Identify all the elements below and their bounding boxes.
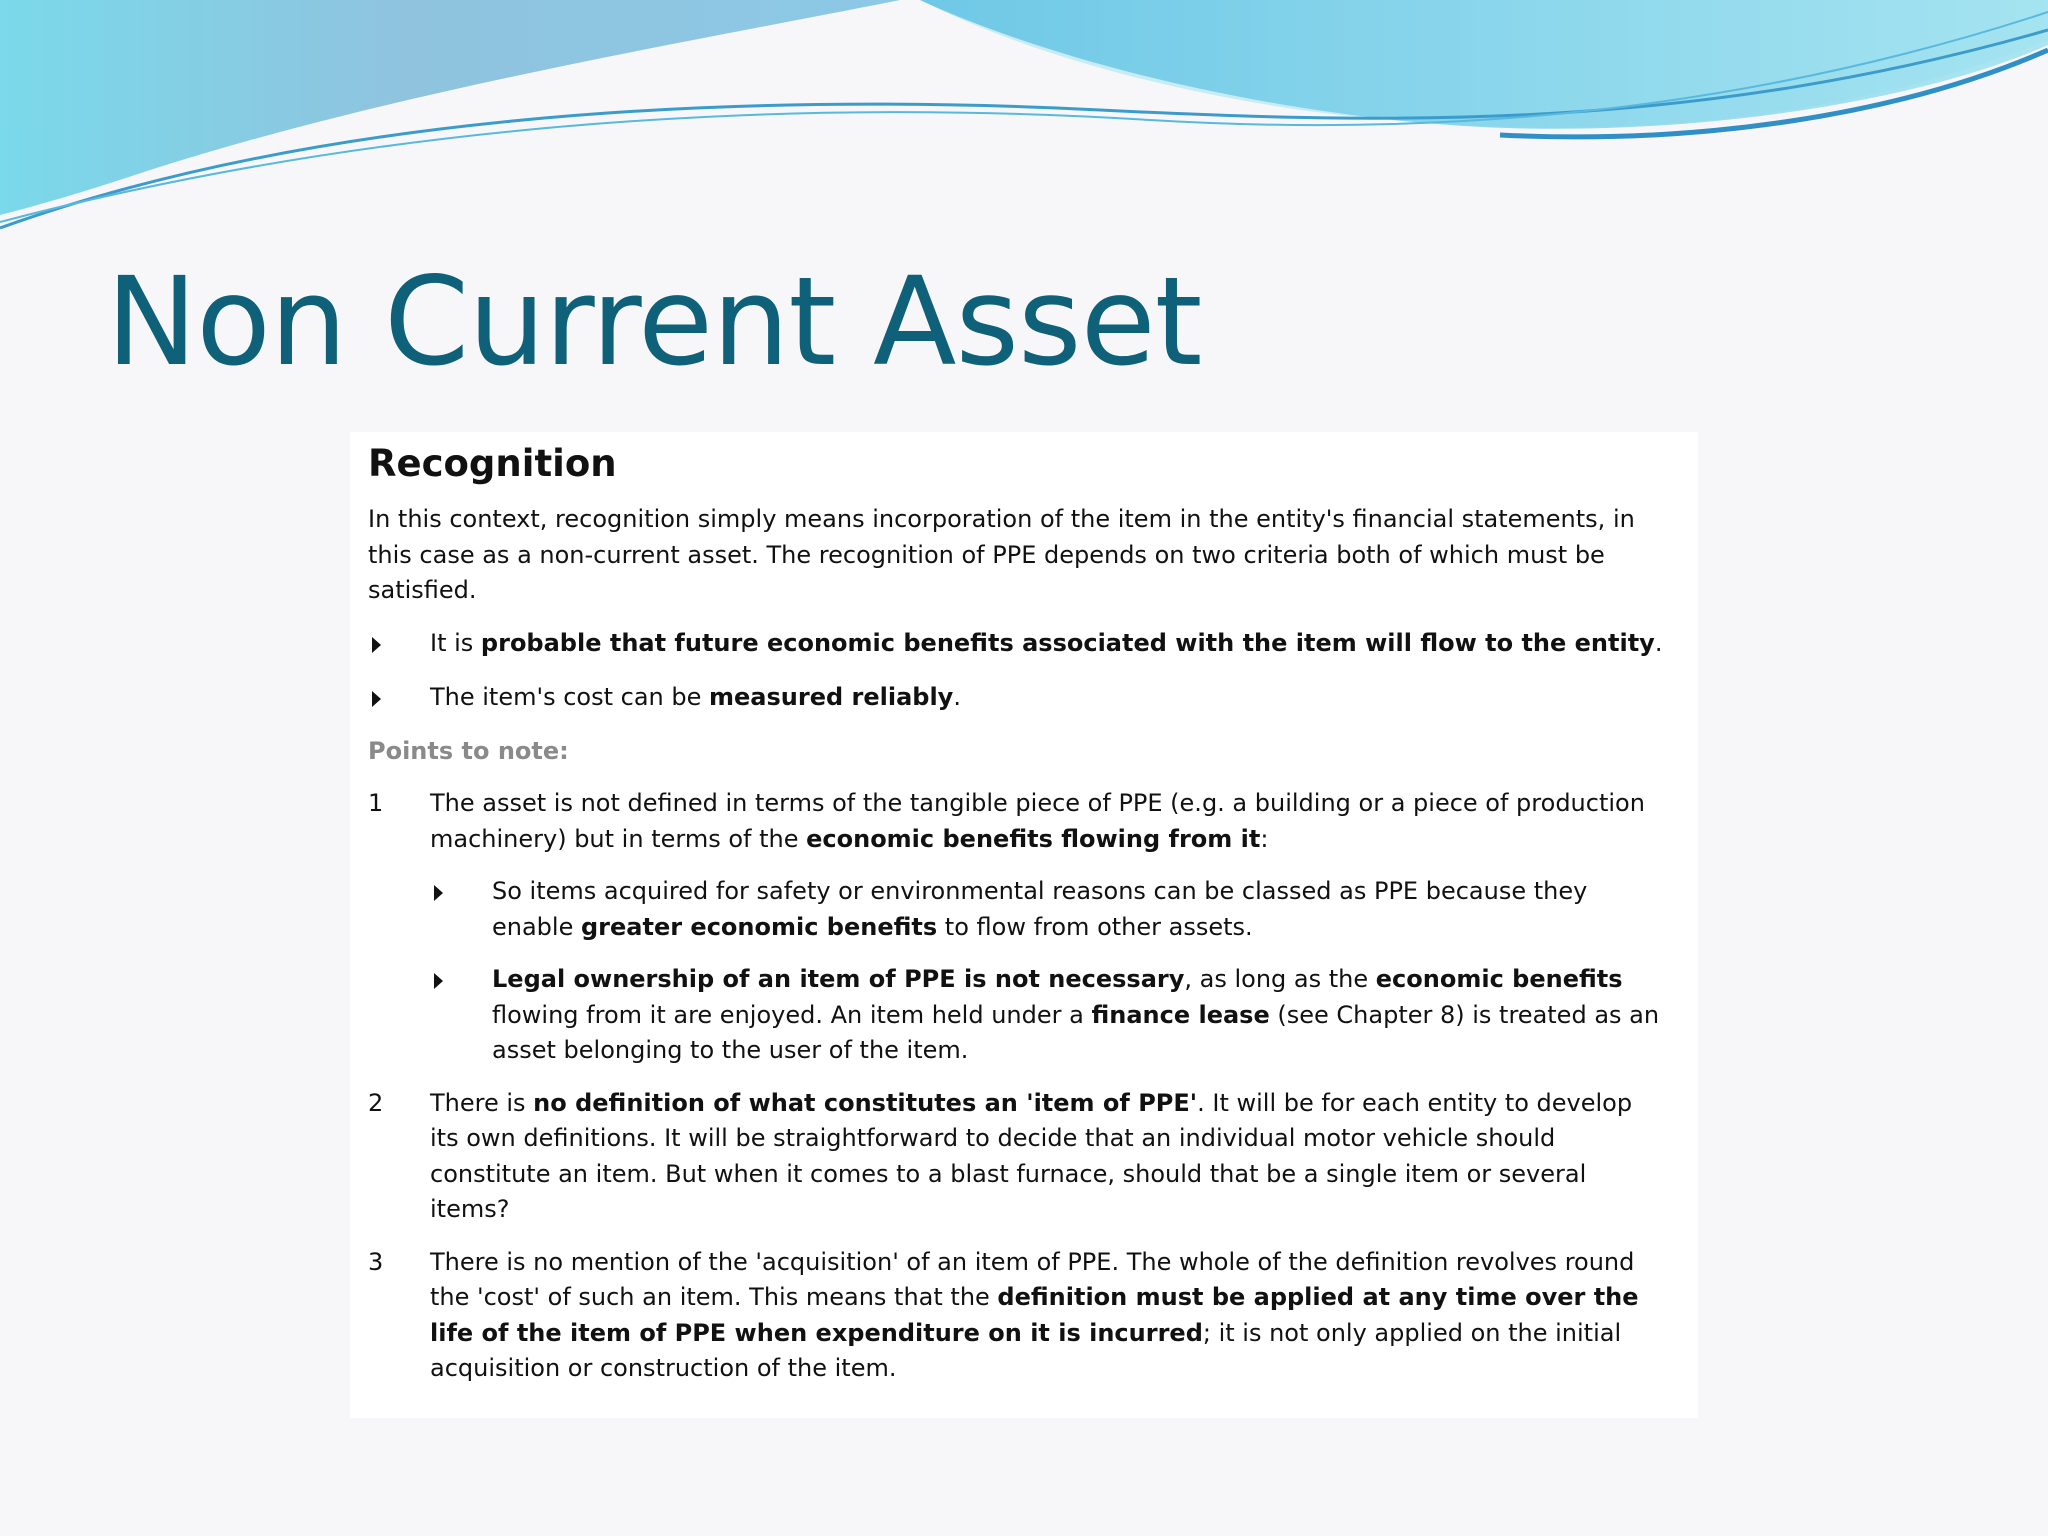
numbered-point: 1 The asset is not defined in terms of the tangible piece of PPE (e.g. a building or a piece of production machinery) but in terms of the economic benefits flowing from it: (368, 786, 1668, 857)
numbered-point: 2 There is no definition of what constitutes an 'item of PPE'. It will be for each entity to develop its own definitions. It will be straightforward to decide that an individual motor vehicle should constitute an item. But when it comes to a blast furnace, should that be a single item or several items? (368, 1086, 1668, 1228)
point-number: 3 (368, 1247, 384, 1276)
document-content (368, 432, 1668, 1387)
header-wave-decoration (0, 0, 2048, 260)
point-number: 2 (368, 1088, 384, 1117)
bullet-triangle-icon (372, 637, 381, 653)
point-number: 1 (368, 789, 384, 817)
bullet-triangle-icon (372, 691, 381, 707)
sub-point: Legal ownership of an item of PPE is not necessary, as long as the economic benefits flowing from it are enjoyed. An item held under a finance lease (see Chapter 8) is treated as an asset belonging to the user of the item. (430, 962, 1668, 1069)
slide-title: Non Current Asset (106, 251, 1202, 393)
numbered-point: 3 There is no mention of the 'acquisition' of an item of PPE. The whole of the definition revolves round the 'cost' of such an item. This means that the definition must be applied at any time over the life of the item of PPE when expenditure on it is incurred; it is not only applied on the initial acquisition or construction of the item. (368, 1245, 1668, 1387)
bullet-triangle-icon (434, 973, 443, 989)
intro-paragraph: In this context, recognition simply means incorporation of the item in the entity's financial statements, in this case as a non-current asset. The recognition of PPE depends on two criteria both of which must be satisfied. (368, 505, 1635, 604)
criterion-item: The item's cost can be measured reliably. (368, 680, 1668, 718)
criterion-item: It is probable that future economic benefits associated with the item will flow to the entity. (368, 626, 1668, 664)
sub-point: So items acquired for safety or environmental reasons can be classed as PPE because they enable greater economic benefits to flow from other assets. (430, 874, 1668, 945)
notes-heading: Points to note: (368, 736, 569, 765)
bullet-triangle-icon (434, 885, 443, 901)
section-heading: Recognition (368, 442, 617, 485)
